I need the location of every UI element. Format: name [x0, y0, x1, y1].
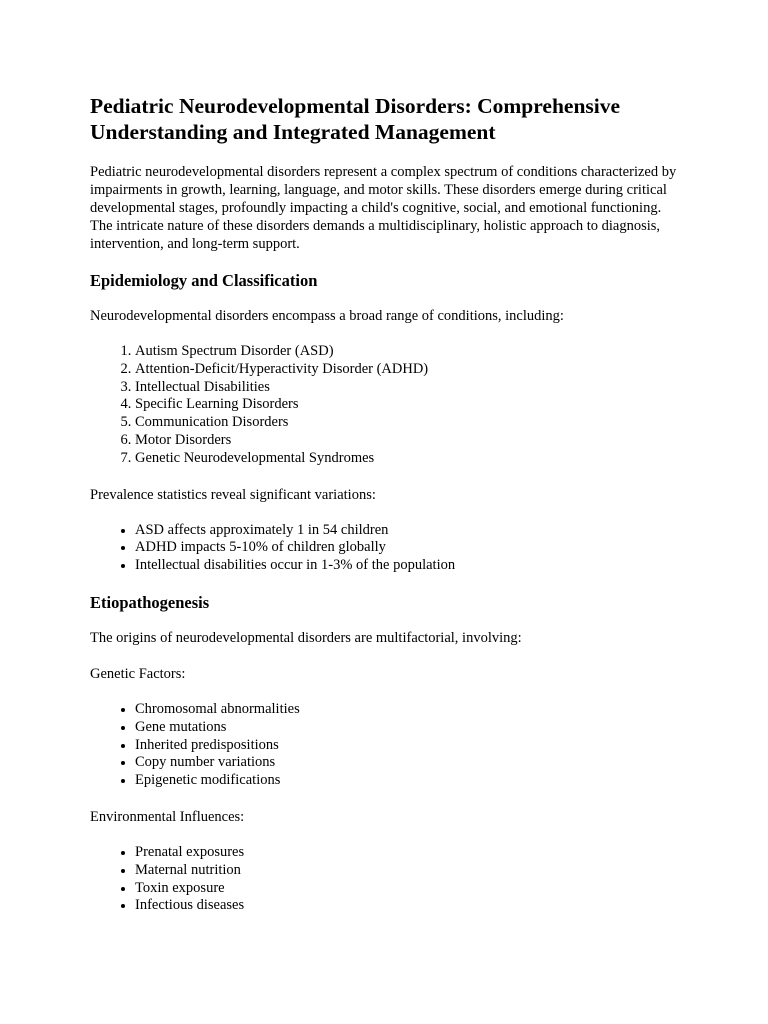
- list-item: • Inherited predispositions: [135, 737, 678, 755]
- list-item: • ADHD impacts 5-10% of children globally: [135, 539, 678, 557]
- genetic-factors-list: [90, 701, 678, 790]
- list-item: • Copy number variations: [135, 754, 678, 772]
- prevalence-lead: Prevalence statistics reveal significant variations:: [90, 486, 376, 503]
- list-item: • Intellectual disabilities occur in 1-3% of the population: [135, 557, 678, 575]
- intro-paragraph: Pediatric neurodevelopmental disorders represent a complex spectrum of conditions characterized by impairments in growth, learning, language, and motor skills. These disorders emerge during critical developmental stages, profoundly impacting a child's cognitive, social, and emotional functioning. The intricate nature of these disorders demands a multidisciplinary, holistic approach to diagnosis, intervention, and long-term support.: [90, 164, 677, 252]
- list-item: 2. Attention-Deficit/Hyperactivity Disorder (ADHD): [135, 361, 678, 379]
- document-title: Pediatric Neurodevelopmental Disorders: Comprehensive Understanding and Integrated Management: [90, 94, 621, 144]
- list-item: 1. Autism Spectrum Disorder (ASD): [135, 343, 678, 361]
- list-item: 3. Intellectual Disabilities: [135, 379, 678, 397]
- list-item: • Infectious diseases: [135, 897, 678, 915]
- section-heading-epidemiology: Epidemiology and Classification: [90, 271, 318, 290]
- list-item: • Chromosomal abnormalities: [135, 701, 678, 719]
- origins-lead: The origins of neurodevelopmental disorders are multifactorial, involving:: [90, 629, 522, 646]
- list-item: • Prenatal exposures: [135, 844, 678, 862]
- list-item: • Toxin exposure: [135, 880, 678, 898]
- environmental-influences-label: Environmental Influences:: [90, 808, 245, 825]
- conditions-list: [90, 343, 678, 468]
- list-item: • Maternal nutrition: [135, 862, 678, 880]
- list-item: • ASD affects approximately 1 in 54 children: [135, 522, 678, 540]
- list-item: 6. Motor Disorders: [135, 432, 678, 450]
- list-item: • Epigenetic modifications: [135, 772, 678, 790]
- list-item: • Gene mutations: [135, 719, 678, 737]
- list-item: 4. Specific Learning Disorders: [135, 396, 678, 414]
- environmental-influences-list: [90, 844, 678, 915]
- list-item: 5. Communication Disorders: [135, 414, 678, 432]
- section-heading-etiopathogenesis: Etiopathogenesis: [90, 592, 210, 612]
- conditions-lead: Neurodevelopmental disorders encompass a broad range of conditions, including:: [90, 308, 564, 324]
- prevalence-list: [90, 522, 678, 575]
- genetic-factors-label: Genetic Factors:: [90, 665, 186, 682]
- list-item: 7. Genetic Neurodevelopmental Syndromes: [135, 450, 678, 468]
